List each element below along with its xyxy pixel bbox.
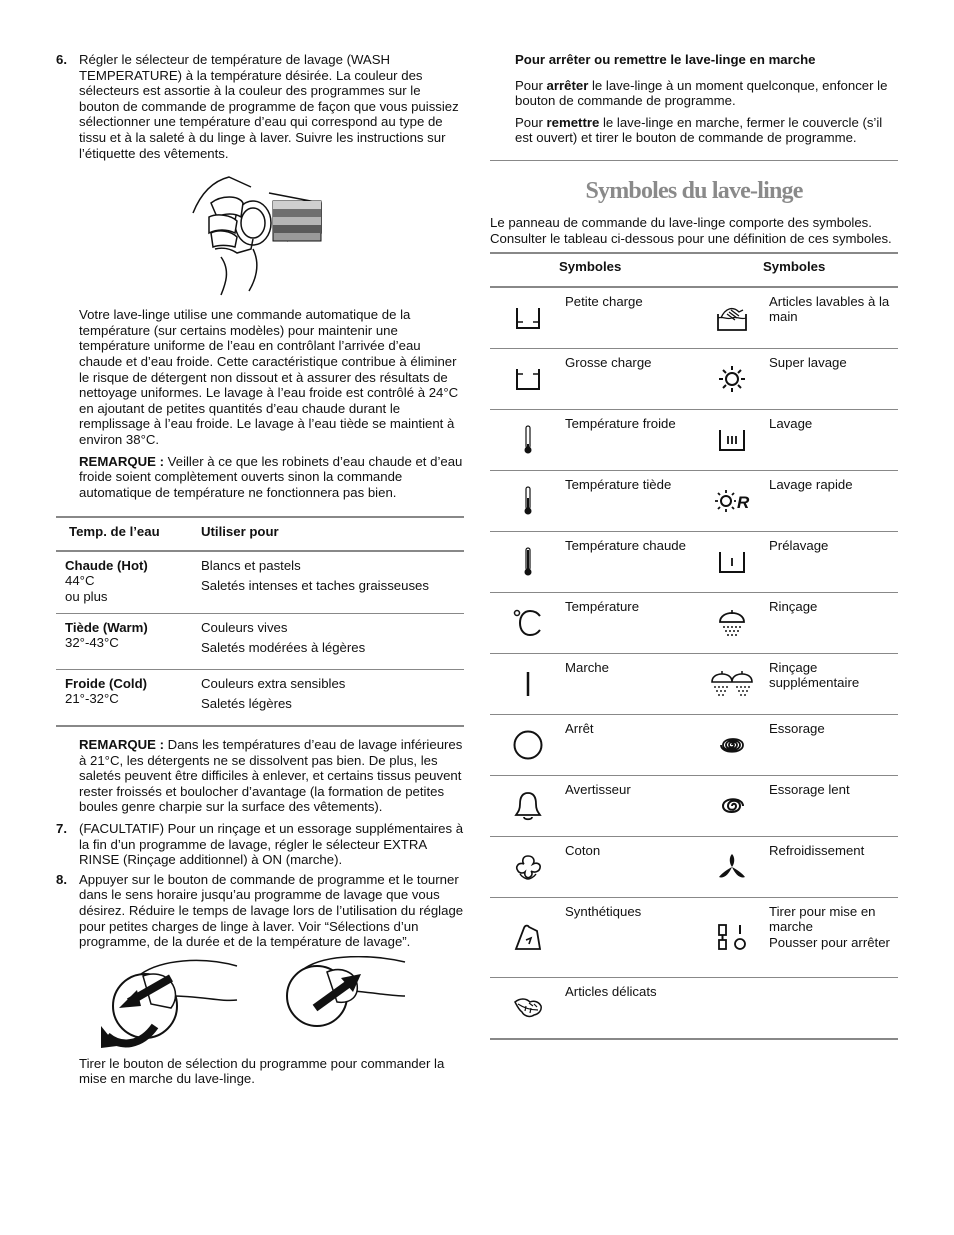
note-text: Veiller à ce que les robinets d’eau chaude et d’eau froide soient complètement ouverts sinon la commande automatique de température ne fonctionnera pas bien. [79, 453, 463, 500]
step-number: 8. [56, 871, 67, 887]
table-row [490, 715, 898, 776]
note-label: REMARQUE : [79, 737, 164, 753]
temperature-knob-illustration [191, 173, 331, 297]
table-row [56, 670, 464, 725]
restart-paragraph [515, 115, 898, 146]
thermometer-cold-icon [522, 425, 534, 455]
table-row [490, 837, 898, 898]
quick-wash-icon [712, 487, 752, 515]
table-row [56, 614, 464, 670]
header-symbols: Symboles [559, 259, 622, 275]
temp-range: 32°-43°C [65, 635, 119, 651]
use-item: Blancs et pastels [201, 557, 301, 573]
table-row [490, 654, 898, 715]
table-row [56, 552, 464, 614]
symbol-label: Synthétiques [565, 903, 642, 919]
push-turn-pull-knob-illustration [101, 956, 421, 1052]
hand-wash-icon [715, 304, 749, 332]
prewash-tub-icon [717, 550, 747, 574]
use-item: Saletés modérées à légères [201, 640, 366, 656]
svg-text:R: R [736, 492, 749, 512]
extra-rinse-icon [710, 669, 754, 699]
header-use-for: Utiliser pour [201, 524, 279, 540]
large-load-tub-icon [514, 367, 542, 391]
spin-icon [717, 730, 747, 760]
note-valves [79, 454, 464, 501]
pull-hand [287, 956, 405, 1025]
cool-down-fan-icon [716, 852, 748, 882]
step-number: 7. [56, 821, 67, 836]
symbol-label: Essorage lent [769, 781, 850, 797]
table-row [490, 776, 898, 837]
stop-restart-heading: Pour arrêter ou remettre le lave-linge en marche [515, 52, 816, 67]
symbol-label [769, 978, 897, 1038]
symbol-label: Marche [565, 659, 609, 675]
symbol-label: Essorage [769, 720, 825, 736]
symbol-label: Tirer pour mise en marche Pousser pour arrêter [769, 903, 890, 950]
use-item: Couleurs extra sensibles [201, 675, 346, 691]
symbol-label: Lavage rapide [769, 476, 853, 492]
auto-temperature-paragraph: Votre lave-linge utilise une commande automatique de la température (sur certains modèles) pour maintenir une température uniforme de l’eau en contrôlant l’arrivée d’eau chaude et d’eau froide. Cette caractéristique contribue à éliminer le risque de détergent non dissout et à assurer des résultats de nettoyage uniformes. Le lavage à l’eau froide est contrôlé à 24°C en ajoutant de petites quantités d’eau chaude durant le remplissage à l’eau froide. Le lavage à l’eau tiède se maintient à environ 38°C. [79, 307, 459, 447]
section-title: Symboles du lave-linge [585, 177, 803, 204]
symbols-table [490, 252, 898, 1040]
symbol-label: Petite charge [565, 293, 643, 309]
table-header [56, 518, 464, 552]
left-column [56, 52, 464, 1093]
temp-range: 21°-32°C [65, 691, 119, 707]
stop-paragraph [515, 78, 898, 109]
temp-name: Froide (Cold) [65, 675, 148, 691]
thermometer-hot-icon [522, 547, 534, 577]
symbol-label: Arrêt [565, 720, 594, 736]
synthetics-icon [513, 922, 543, 952]
note-text: Dans les températures d’eau de lavage inférieures à 21°C, les détergents ne se dissolvent pas bien. De plus, les saletés peuvent être difficiles à enlever, et certains tissus peuvent rester froissés et boulocher d’avantage (la formation de petites boules genre charpie sur la surface des vêtements). [79, 737, 463, 815]
symbol-label: Température chaude [565, 537, 686, 553]
small-load-tub-icon [514, 306, 542, 330]
header-water-temp: Temp. de l’eau [69, 524, 160, 540]
super-wash-sun-icon [717, 364, 747, 394]
table-row [490, 532, 898, 593]
table-row [490, 349, 898, 410]
table-header [490, 254, 898, 288]
use-item: Saletés intenses et taches graisseuses [201, 578, 429, 594]
symbol-label: Rinçage supplémentaire [769, 659, 860, 691]
symbol-label: Température [565, 598, 640, 614]
thermometer-warm-icon [522, 486, 534, 516]
wash-tub-icon [717, 428, 747, 452]
step-text: Appuyer sur le bouton de commande de programme et le tourner dans le sens horaire jusqu’au programme de lavage que vous désirez. Réduire le temps de lavage lors de l’utilisation du réglage pour petites charges de linge à laver. Voir “Sélections d’un programme, de la durée et de la température de lavage”. [79, 871, 464, 950]
off-circle-icon [512, 729, 544, 761]
bell-icon [513, 790, 543, 822]
water-temperature-table [56, 516, 464, 727]
symbol-label: Température tiède [565, 476, 672, 492]
degree-celsius-icon [512, 608, 544, 638]
header-symbols: Symboles [763, 259, 826, 275]
table-row [490, 410, 898, 471]
note-low-temperature [79, 737, 464, 815]
table-row [490, 288, 898, 349]
symbol-label: Lavage [769, 415, 813, 431]
symbol-label: Avertisseur [565, 781, 631, 797]
symbol-label: Rinçage [769, 598, 818, 614]
table-row [490, 471, 898, 532]
temp-range: 44°C [65, 573, 95, 589]
text: le lave-linge à un moment quelconque, enfoncer le bouton de commande de programme. [515, 77, 888, 109]
symbol-label: Température froide [565, 415, 676, 431]
cotton-flower-icon [512, 852, 544, 882]
use-item: Saletés légères [201, 696, 292, 712]
table-row [490, 593, 898, 654]
text: Pour [515, 114, 547, 130]
text: le lave-linge en marche, fermer le couvercle (s’il est ouvert) et tirer le bouton de commande de programme. [515, 114, 883, 146]
text: Pour [515, 77, 547, 93]
section-intro: Le panneau de commande du lave-linge comporte des symboles. Consulter le tableau ci-dessous pour une définition de ces symboles. [490, 214, 892, 246]
table-row [490, 898, 898, 978]
pull-push-icon [715, 922, 749, 952]
pull-knob-text: Tirer le bouton de sélection du programme pour commander la mise en marche du lave-linge. [79, 1055, 445, 1087]
note-label: REMARQUE : [79, 453, 164, 469]
symbol-label: Coton [565, 842, 601, 858]
step-text: Régler le sélecteur de température de lavage (WASH TEMPERATURE) à la température désirée. La couleur des sélecteurs est assortie à la couleur des programmes sur le bouton de commande de programme de façon que vous puissiez sélectionner une température d’eau qui correspond au type de tissu et à la saleté à du linge à laver. Suivre les instructions sur l’étiquette des vêtements. [79, 52, 459, 161]
temp-name: Chaude (Hot) [65, 557, 148, 573]
step-8 [56, 872, 464, 950]
step-7 [56, 821, 464, 868]
text-bold: arrêter [546, 77, 589, 93]
symbol-label: Prélavage [769, 537, 829, 553]
symbol-label: Super lavage [769, 354, 847, 370]
table-row [490, 978, 898, 1038]
symbol-label: Articles délicats [565, 983, 657, 999]
step-number: 6. [56, 52, 67, 67]
divider [490, 160, 898, 161]
temp-extra: ou plus [65, 589, 108, 605]
step-6 [56, 52, 464, 161]
use-item: Couleurs vives [201, 619, 288, 635]
symbol-label: Grosse charge [565, 354, 652, 370]
right-column [490, 52, 898, 1040]
slow-spin-icon [717, 791, 747, 821]
text-bold: remettre [546, 114, 600, 130]
symbol-label: Articles lavables à la main [769, 293, 890, 325]
on-line-icon [524, 670, 532, 698]
symbol-label: Refroidissement [769, 842, 865, 858]
step-text: (FACULTATIF) Pour un rinçage et un essorage supplémentaires à la fin d’un programme de lavage, régler le sélecteur EXTRA RINSE (Rinçage additionnel) à ON (marche). [79, 821, 464, 868]
push-turn-hand [101, 960, 237, 1048]
rinse-shower-icon [717, 608, 747, 638]
delicates-leaf-icon [512, 994, 544, 1022]
temp-name: Tiède (Warm) [65, 619, 148, 635]
